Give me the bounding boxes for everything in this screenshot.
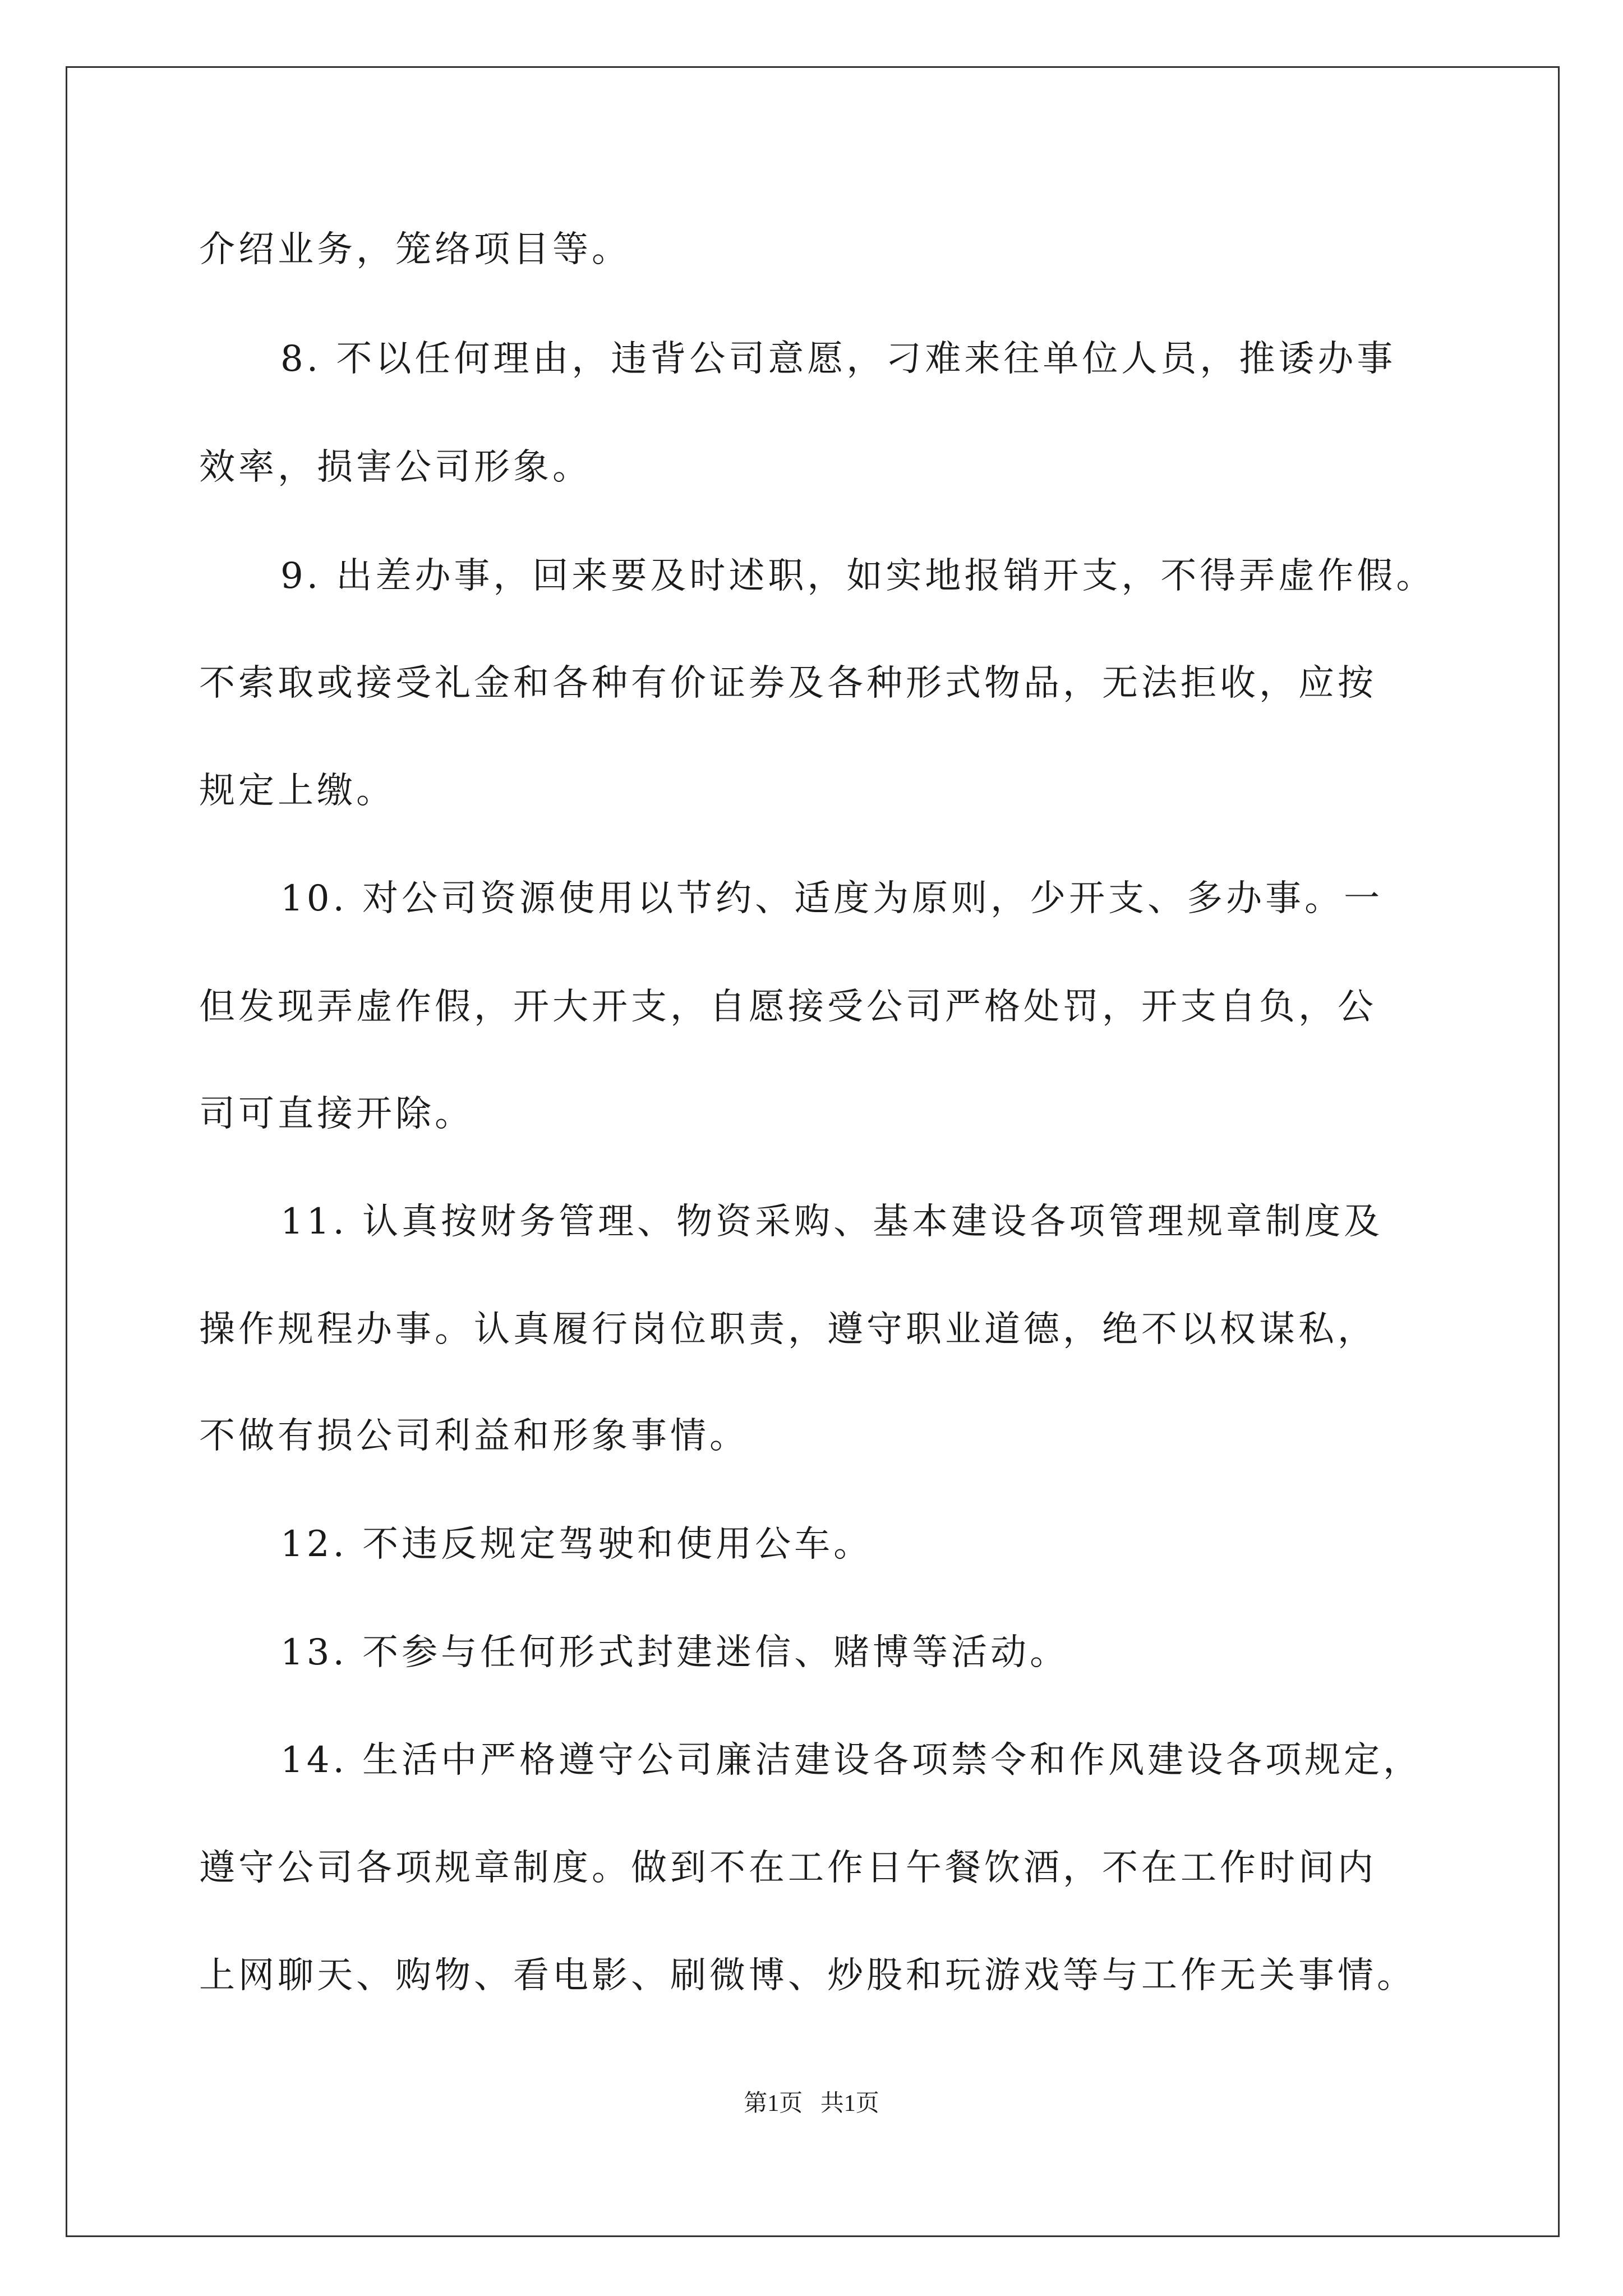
text-line: 规定上缴。 [199,770,395,812]
text-line: 操作规程办事。认真履行岗位职责，遵守职业道德，绝不以权谋私， [199,1309,1377,1350]
text-line: 9. 出差办事，回来要及时述职，如实地报销开支，不得弄虚作假。 [280,555,1436,597]
text-line: 司可直接开除。 [199,1093,474,1135]
text-line: 遵守公司各项规章制度。做到不在工作日午餐饮酒，不在工作时间内 [199,1847,1377,1889]
text-line: 效率，损害公司形象。 [199,447,592,488]
text-line: 介绍业务，笼络项目等。 [199,229,631,270]
text-line: 11. 认真按财务管理、物资采购、基本建设各项管理规章制度及 [280,1201,1384,1243]
text-line: 不索取或接受礼金和各种有价证券及各种形式物品，无法拒收，应按 [199,662,1377,704]
text-line: 10. 对公司资源使用以节约、适度为原则，少开支、多办事。一 [280,878,1384,919]
text-line: 上网聊天、购物、看电影、刷微博、炒股和玩游戏等与工作无关事情。 [199,1955,1416,1996]
text-line: 14. 生活中严格遵守公司廉洁建设各项禁令和作风建设各项规定， [280,1740,1423,1781]
text-line: 但发现弄虚作假，开大开支，自愿接受公司严格处罚，开支自负，公 [199,986,1377,1028]
text-line: 12. 不违反规定驾驶和使用公车。 [280,1524,873,1565]
text-line: 13. 不参与任何形式封建迷信、赌博等活动。 [280,1632,1069,1673]
text-line: 不做有损公司利益和形象事情。 [199,1415,749,1457]
page-border [66,66,1560,2237]
text-line: 8. 不以任何理由，违背公司意愿，刁难来往单位人员，推诿办事 [280,338,1396,380]
page-footer: 第1页 共1页 [744,2091,879,2116]
